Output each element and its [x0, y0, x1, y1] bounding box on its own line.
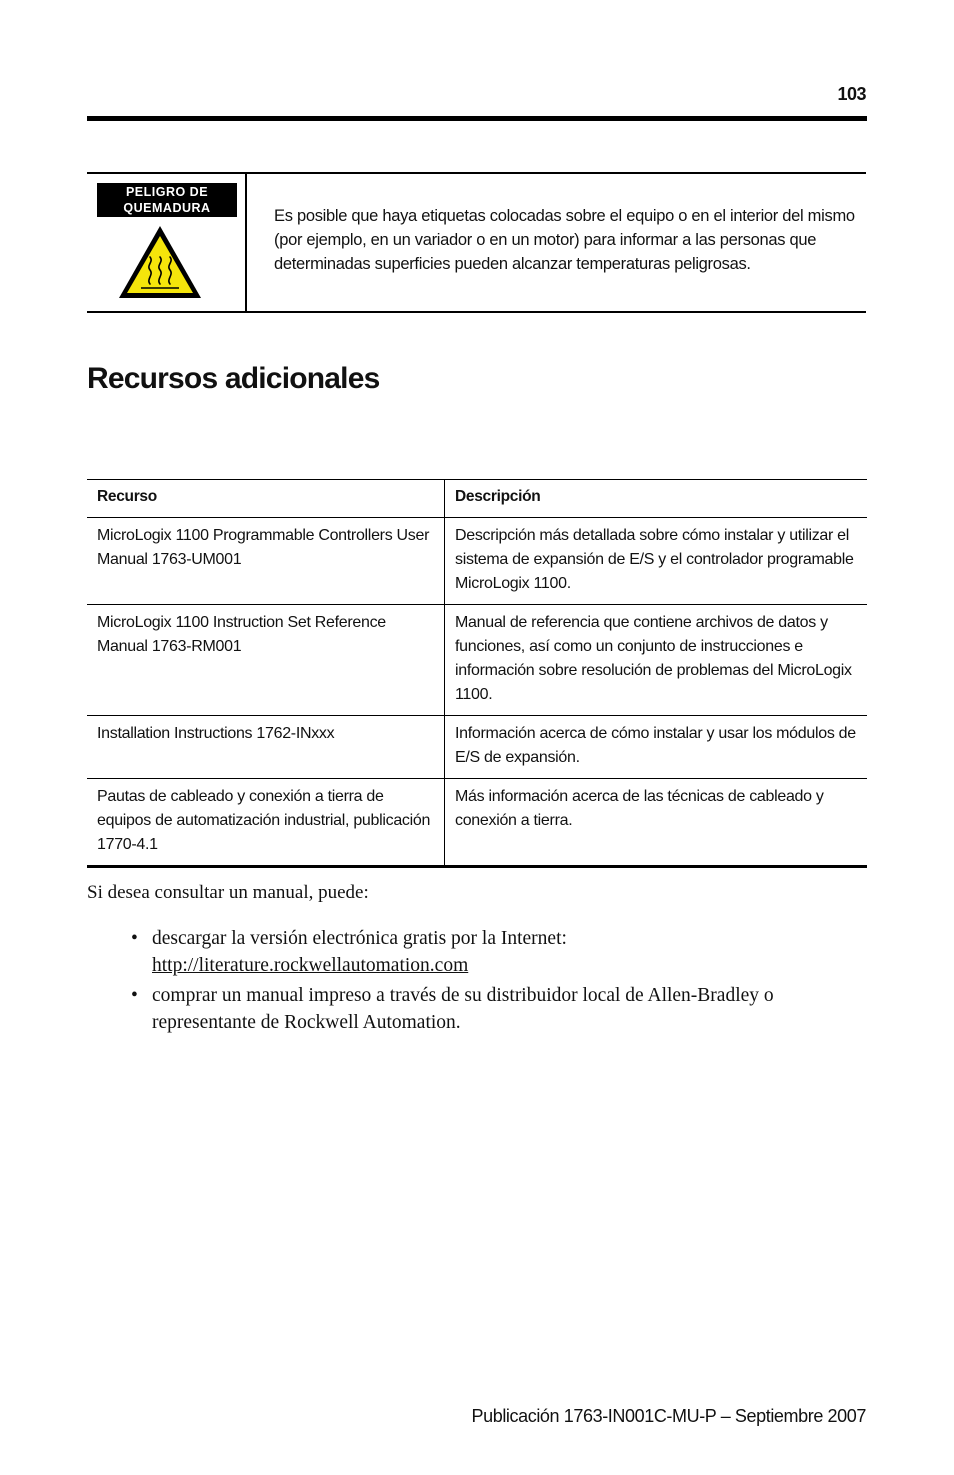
list-item	[131, 982, 851, 1036]
header-rule	[87, 116, 867, 121]
warning-badge-line2: QUEMADURA	[123, 201, 211, 215]
bullet-glyph: •	[131, 928, 138, 949]
table-row	[87, 779, 867, 867]
literature-link[interactable]: http://literature.rockwellautomation.com	[152, 955, 469, 976]
cell-description: Información acerca de cómo instalar y usar los módulos de E/S de expansión.	[445, 716, 868, 779]
bullet-glyph: •	[131, 985, 138, 1006]
cell-resource: MicroLogix 1100 Programmable Controllers User Manual 1763-UM001	[87, 518, 445, 605]
cell-description: Manual de referencia que contiene archivos de datos y funciones, así como un conjunto de instrucciones e información sobre resolución de problemas del MicroLogix 1100.	[445, 605, 868, 716]
table-row	[87, 716, 867, 779]
table-header-row	[87, 480, 867, 518]
page-number: 103	[837, 84, 866, 104]
header-resource: Recurso	[87, 480, 445, 518]
bullet-list	[131, 925, 851, 1039]
warning-divider	[245, 174, 247, 311]
resources-table	[87, 479, 867, 868]
cell-description: Más información acerca de las técnicas de cableado y conexión a tierra.	[445, 779, 868, 867]
cell-description: Descripción más detallada sobre cómo instalar y utilizar el sistema de expansión de E/S y el controlador programable MicroLogix 1100.	[445, 518, 868, 605]
header-description: Descripción	[445, 480, 868, 518]
intro-text: Si desea consultar un manual, puede:	[87, 882, 369, 903]
warning-badge-line1: PELIGRO DE	[125, 185, 209, 199]
table-row	[87, 605, 867, 716]
cell-resource: Pautas de cableado y conexión a tierra de equipos de automatización industrial, publicación 1770-4.1	[87, 779, 445, 867]
cell-resource: Installation Instructions 1762-INxxx	[87, 716, 445, 779]
cell-resource: MicroLogix 1100 Instruction Set Reference Manual 1763-RM001	[87, 605, 445, 716]
hot-surface-warning-icon	[115, 222, 205, 302]
burn-hazard-warning	[87, 172, 866, 313]
list-item	[131, 925, 851, 979]
footer-publication: Publicación 1763-IN001C-MU-P – Septiembre 2007	[471, 1406, 866, 1426]
table-row	[87, 518, 867, 605]
bullet-text: comprar un manual impreso a través de su distribuidor local de Allen-Bradley o representante de Rockwell Automation.	[152, 985, 774, 1033]
section-title: Recursos adicionales	[87, 362, 380, 395]
warning-badge	[97, 183, 237, 217]
bullet-text: descargar la versión electrónica gratis por la Internet:	[152, 928, 567, 949]
warning-text: Es posible que haya etiquetas colocadas sobre el equipo o en el interior del mismo (por ejemplo, en un variador o en un motor) para informar a las personas que determinadas superficies pueden alcanzar temperaturas peligrosas.	[274, 207, 855, 273]
